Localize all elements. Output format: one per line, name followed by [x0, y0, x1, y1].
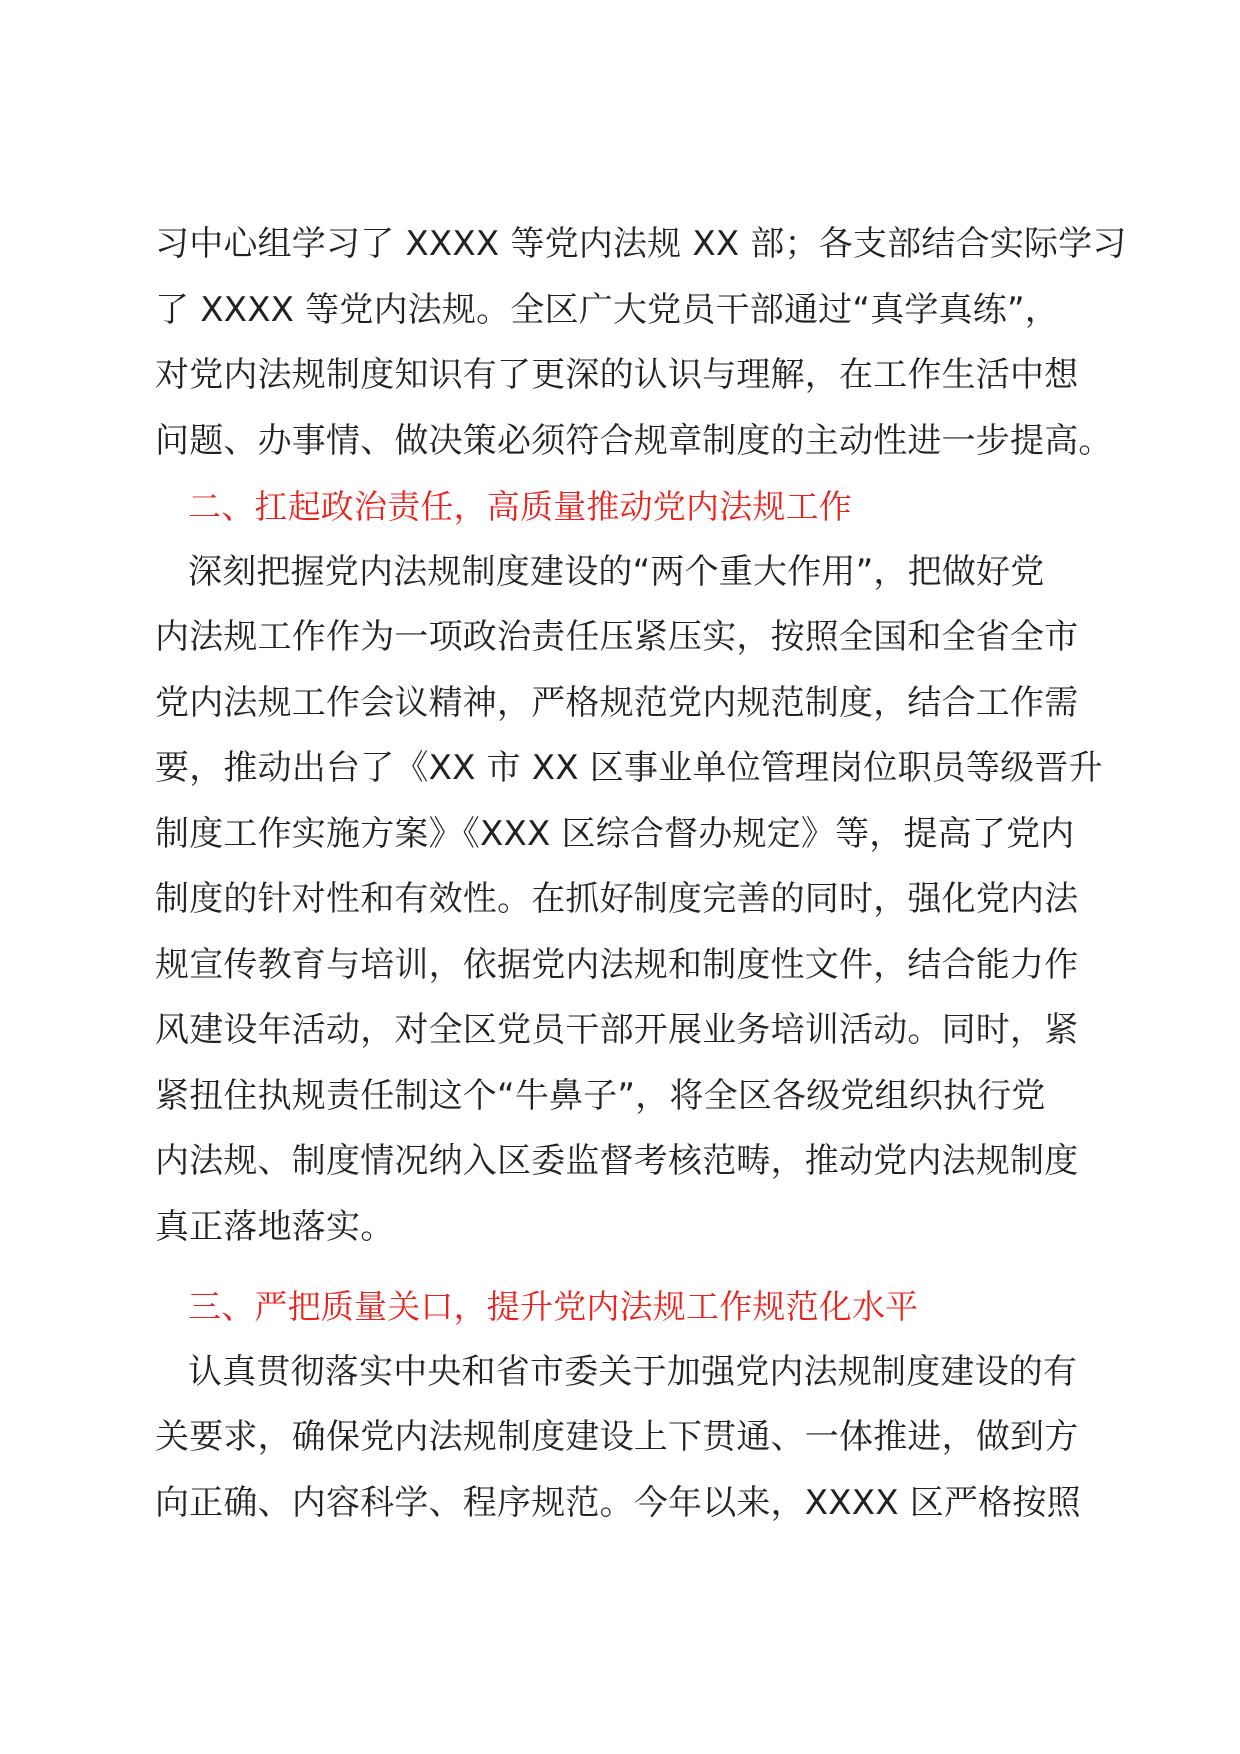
paragraph-line: 内法规工作作为一项政治责任压紧压实，按照全国和全省全市 [155, 617, 1079, 657]
section-heading-3: 三、严把质量关口，提升党内法规工作规范化水平 [188, 1287, 919, 1326]
paragraph-3 [155, 1340, 1090, 1537]
paragraph-line: 真正落地落实。 [155, 1206, 395, 1247]
paragraph-line: 内法规、制度情况纳入区委监督考核范畴，推动党内法规制度 [155, 1141, 1079, 1181]
paragraph-spacer [155, 1260, 1090, 1274]
paragraph-line: 习中心组学习了 XXXX 等党内法规 XX 部；各支部结合实际学习 [155, 224, 1127, 264]
paragraph-line: 风建设年活动，对全区党员干部开展业务培训活动。同时，紧 [155, 1010, 1079, 1050]
paragraph-line: 对党内法规制度知识有了更深的认识与理解，在工作生活中想 [155, 355, 1079, 395]
paragraph-2 [155, 540, 1103, 1261]
paragraph-line: 了 XXXX 等党内法规。全区广大党员干部通过“真学真练”， [155, 289, 1060, 330]
section-heading-2: 二、扛起政治责任，高质量推动党内法规工作 [188, 487, 852, 526]
paragraph-line: 要，推动出台了《XX 市 XX 区事业单位管理岗位职员等级晋升 [155, 748, 1103, 788]
paragraph-line: 关要求，确保党内法规制度建设上下贯通、一体推进，做到方 [155, 1417, 1079, 1457]
paragraph-line: 深刻把握党内法规制度建设的“两个重大作用”，把做好党 [188, 551, 1045, 592]
paragraph-line: 紧扭住执规责任制这个“牛鼻子”，将全区各级党组织执行党 [155, 1075, 1046, 1116]
paragraph-line: 党内法规工作会议精神，严格规范党内规范制度，结合工作需 [155, 682, 1079, 723]
paragraph-line: 认真贯彻落实中央和省市委关于加强党内法规制度建设的有 [188, 1351, 1078, 1392]
paragraph-line: 制度工作实施方案》《XXX 区综合督办规定》等，提高了党内 [155, 813, 1075, 854]
document-body [155, 212, 1127, 1536]
paragraph-line: 制度的针对性和有效性。在抓好制度完善的同时，强化党内法 [155, 879, 1079, 919]
paragraph-line: 向正确、内容科学、程序规范。今年以来，XXXX 区严格按照 [155, 1482, 1081, 1523]
paragraph-1 [155, 212, 1127, 474]
paragraph-line: 问题、办事情、做决策必须符合规章制度的主动性进一步提高。 [155, 420, 1113, 461]
paragraph-line: 规宣传教育与培训，依据党内法规和制度性文件，结合能力作 [155, 944, 1079, 985]
